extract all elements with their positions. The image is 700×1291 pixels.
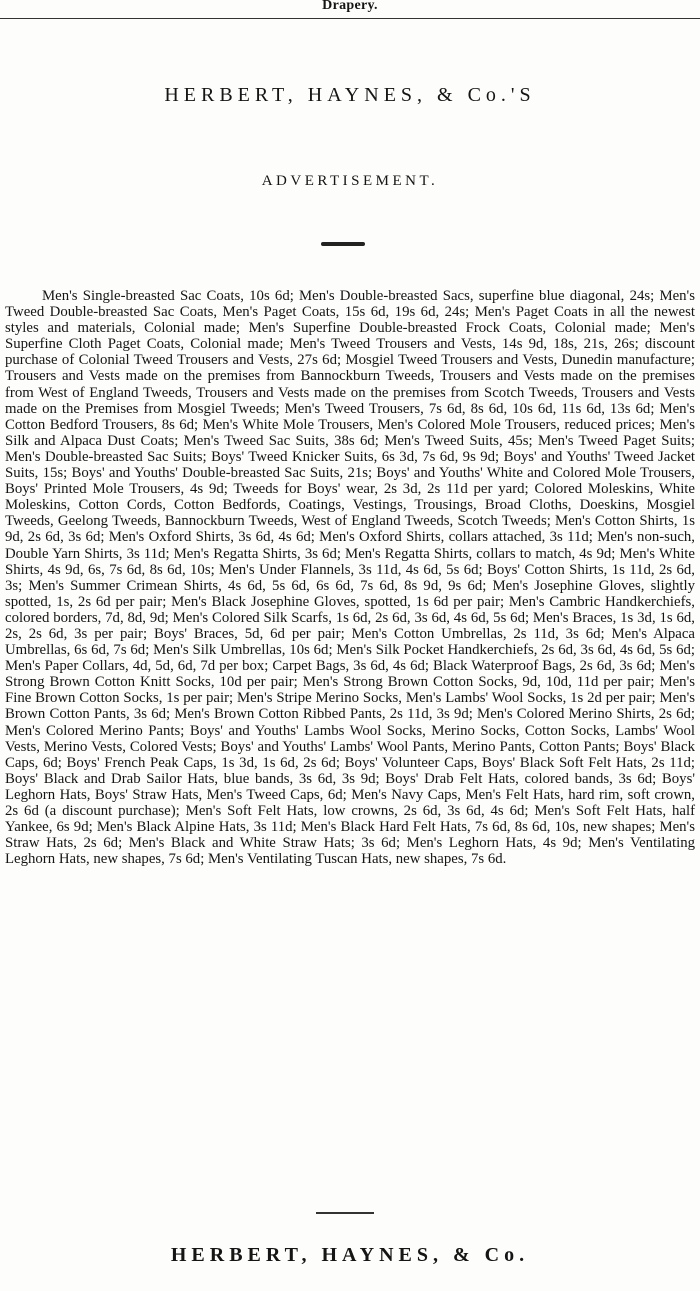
firm-title-bottom: HERBERT, HAYNES, & Co. [170, 1244, 530, 1266]
decorative-ornament [321, 242, 365, 246]
advertisement-heading: ADVERTISEMENT. [261, 173, 439, 189]
firm-title-top: HERBERT, HAYNES, & Co.'S [164, 84, 536, 106]
section-label: Drapery. [322, 0, 378, 13]
advertisement-body: Men's Single-breasted Sac Coats, 10s 6d; Men's Double-breasted Sacs, superfine blue diagonal, 24s; Men's Tweed Double-breasted Sac Coats, Men's Paget Coats, 15s 6d, 19s 6d, 24s; Men's Paget Coats in all the newest styles and materials, Colonial made; Men's Superfine Double-breasted Frock Coats, Colonial made; Men's Superfine Cloth Paget Coats, Colonial made; Men's Tweed Trousers and Vests, 14s 9d, 18s, 21s, 26s; discount purchase of Colonial Tweed Trousers and Vests, 27s 6d; Mosgiel Tweed Trousers and Vests, Dunedin manufacture; Trousers and Vests made on the premises from Bannockburn Tweeds, Trousers and Vests made on the premises from West of England Tweeds, Trousers and Vests made on the premises from Scotch Tweeds, Trousers and Vests made on the Premises from Mosgiel Tweeds; Men's Tweed Trousers, 7s 6d, 8s 6d, 10s 6d, 11s 6d, 13s 6d; Men's Cotton Bedford Trousers, 8s 6d; Men's White Mole Trousers, Men's Colored Mole Trousers, reduced prices; Men's Silk and Alpaca Dust Coats; Men's Tweed Sac Suits, 38s 6d; Men's Tweed Suits, 45s; Men's Tweed Paget Suits; Men's Double-breasted Sac Suits; Boys' Tweed Knicker Suits, 6s 3d, 7s 6d, 9s 9d; Boys' and Youths' Tweed Jacket Suits, 15s; Boys' and Youths' Double-breasted Sac Suits, 21s; Boys' and Youths' White and Colored Mole Trousers, Boys' Printed Mole Trousers, 4s 9d; Tweeds for Boys' wear, 2s 3d, 2s 11d per yard; Colored Moleskins, White Moleskins, Cotton Cords, Cotton Bedfords, Coatings, Vestings, Trousings, Broad Cloths, Doeskins, Mosgiel Tweeds, Geelong Tweeds, Bannockburn Tweeds, West of England Tweeds, Scotch Tweeds; Men's Cotton Shirts, 1s 9d, 2s 6d, 3s 6d; Men's Oxford Shirts, 3s 6d, 4s 6d; Men's Oxford Shirts, collars attached, 3s 11d; Men's non-such, Double Yarn Shirts, 3s 11d; Men's Regatta Shirts, 3s 6d; Men's Regatta Shirts, collars to match, 4s 9d; Men's White Shirts, 4s 9d, 6s, 7s 6d, 8s 6d, 10s; Men's Under Flannels, 3s 11d, 4s 6d, 5s 6d; Boys' Cotton Shirts, 1s 11d, 2s 6d, 3s; Men's Summer Crimean Shirts, 4s 6d, 5s 6d, 6s 6d, 7s 6d, 8s 9d, 9s 6d; Men's Josephine Gloves, slightly spotted, 1s, 2s 6d per pair; Men's Black Josephine Gloves, spotted, 1s 6d per pair; Men's Cambric Handkerchiefs, colored borders, 7d, 8d, 9d; Men's Colored Silk Scarfs, 1s 6d, 2s 6d, 3s 6d, 4s 6d, 5s 6d; Men's Braces, 1s 3d, 1s 6d, 2s, 2s 6d, 3s per pair; Boys' Braces, 5d, 6d per pair; Men's Cotton Umbrellas, 2s 11d, 3s 6d; Men's Alpaca Umbrellas, 6s 6d, 7s 6d; Men's Silk Umbrellas, 10s 6d; Men's Silk Pocket Handkerchiefs, 2s 6d, 3s 6d, 4s 6d, 5s 6d; Men's Paper Collars, 4d, 5d, 6d, 7d per box; Carpet Bags, 3s 6d, 4s 6d; Black Waterproof Bags, 2s 6d, 3s 6d; Men's Strong Brown Cotton Knitt Socks, 10d per pair; Men's Strong Brown Cotton Socks, 9d, 10d, 11d per pair; Men's Fine Brown Cotton Socks, 1s per pair; Men's Stripe Merino Socks, Men's Lambs' Wool Socks, 1s 2d per pair; Men's Brown Cotton Pants, 3s 6d; Men's Brown Cotton Ribbed Pants, 2s 11d, 3s 9d; Men's Colored Merino Shirts, 2s 6d; Men's Colored Merino Pants; Boys' and Youths' Lambs Wool Socks, Merino Socks, Cotton Socks, Lambs' Wool Vests, Merino Vests, Colored Vests; Boys' and Youths' Lambs' Wool Pants, Merino Pants, Cotton Pants; Boys' Black Caps, 6d; Boys' French Peak Caps, 1s 3d, 1s 6d, 2s 6d; Boys' Volunteer Caps, Boys' Black Soft Felt Hats, 2s 11d; Boys' Black and Drab Sailor Hats, blue bands, 3s 6d, 3s 9d; Boys' Drab Felt Hats, colored bands, 3s 6d; Boys' Leghorn Hats, Boys' Straw Hats, Men's Tweed Caps, 6d; Men's Navy Caps, Men's Felt Hats, hard rim, soft crown, 2s 6d (a discount purchase); Men's Soft Felt Hats, low crowns, 2s 6d, 3s 6d, 4s 6d; Men's Soft Felt Hats, half Yankee, 6s 9d; Men's Black Alpine Hats, 3s 11d; Men's Black Hard Felt Hats, 7s 6d, 8s 6d, 10s, new shapes; Men's Straw Hats, 2s 6d; Men's Black and White Straw Hats; 3s 6d; Men's Leghorn Hats, 4s 9d; Men's Ventilating Leghorn Hats, new shapes, 7s 6d; Men's Ventilating Tuscan Hats, new shapes, 7s 6d. [5, 288, 695, 868]
footer-rule [316, 1212, 374, 1214]
